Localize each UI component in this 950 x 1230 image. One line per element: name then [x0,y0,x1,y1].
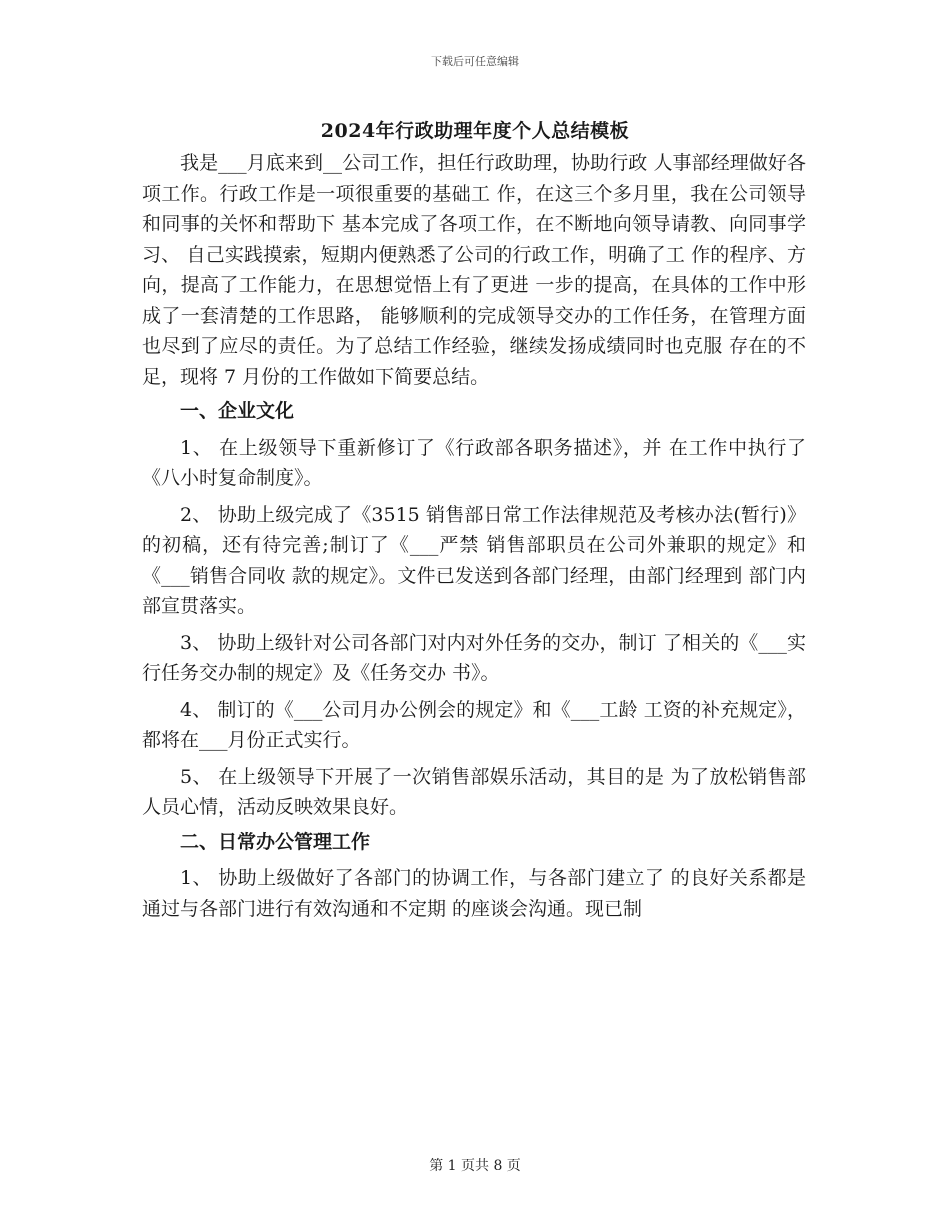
intro-paragraph: 我是___月底来到__公司工作，担任行政助理，协助行政 人事部经理做好各项工作。行政工作是一项很重要的基础工 作，在这三个多月里，我在公司领导和同事的关怀和帮助下 基本完成了各项工作，在不断地向领导请教、向同事学习、 自己实践摸索，短期内便熟悉了公司的行政工作，明确了工 作的程序、方向，提高了工作能力，在思想觉悟上有了更进 一步的提高，在具体的工作中形成了一套清楚的工作思路， 能够顺利的完成领导交办的工作任务，在管理方面也尽到了应尽的责任。为了总结工作经验，继续发扬成绩同时也克服 存在的不足，现将 7 月份的工作做如下简要总结。 [142,152,806,388]
document-title: 2024年行政助理年度个人总结模板 [320,120,630,142]
section-1-item-3: 3、 协助上级针对公司各部门对内对外任务的交办，制订 了相关的《___实行任务交办制的规定》及《任务交办 书》。 [142,631,806,684]
section-1-item-2: 2、 协助上级完成了《3515 销售部日常工作法律规范及考核办法(暂行)》的初稿，还有待完善;制订了《___严禁 销售部职员在公司外兼职的规定》和《___销售合同收 款的规定》。文件已发送到各部门经理，由部门经理到 部门内部宣贯落实。 [142,503,806,617]
section-2-item-1: 1、 协助上级做好了各部门的协调工作，与各部门建立了 的良好关系都是通过与各部门进行有效沟通和不定期 的座谈会沟通。现已制 [142,867,806,920]
document-body [142,148,806,924]
section-1-item-4: 4、 制订的《___公司月办公例会的规定》和《___工龄 工资的补充规定》，都将在___月份正式实行。 [142,698,806,751]
section-2-heading: 二、日常办公管理工作 [180,830,371,853]
section-1-item-1: 1、 在上级领导下重新修订了《行政部各职务描述》，并 在工作中执行了《八小时复命制度》。 [142,436,806,489]
page-footer: 第 1 页共 8 页 [429,1158,521,1174]
section-1-heading: 一、企业文化 [180,400,295,422]
header-note: 下载后可任意编辑 [431,55,519,68]
section-1-item-5: 5、 在上级领导下开展了一次销售部娱乐活动，其目的是 为了放松销售部人员心情，活动反映效果良好。 [142,765,806,818]
